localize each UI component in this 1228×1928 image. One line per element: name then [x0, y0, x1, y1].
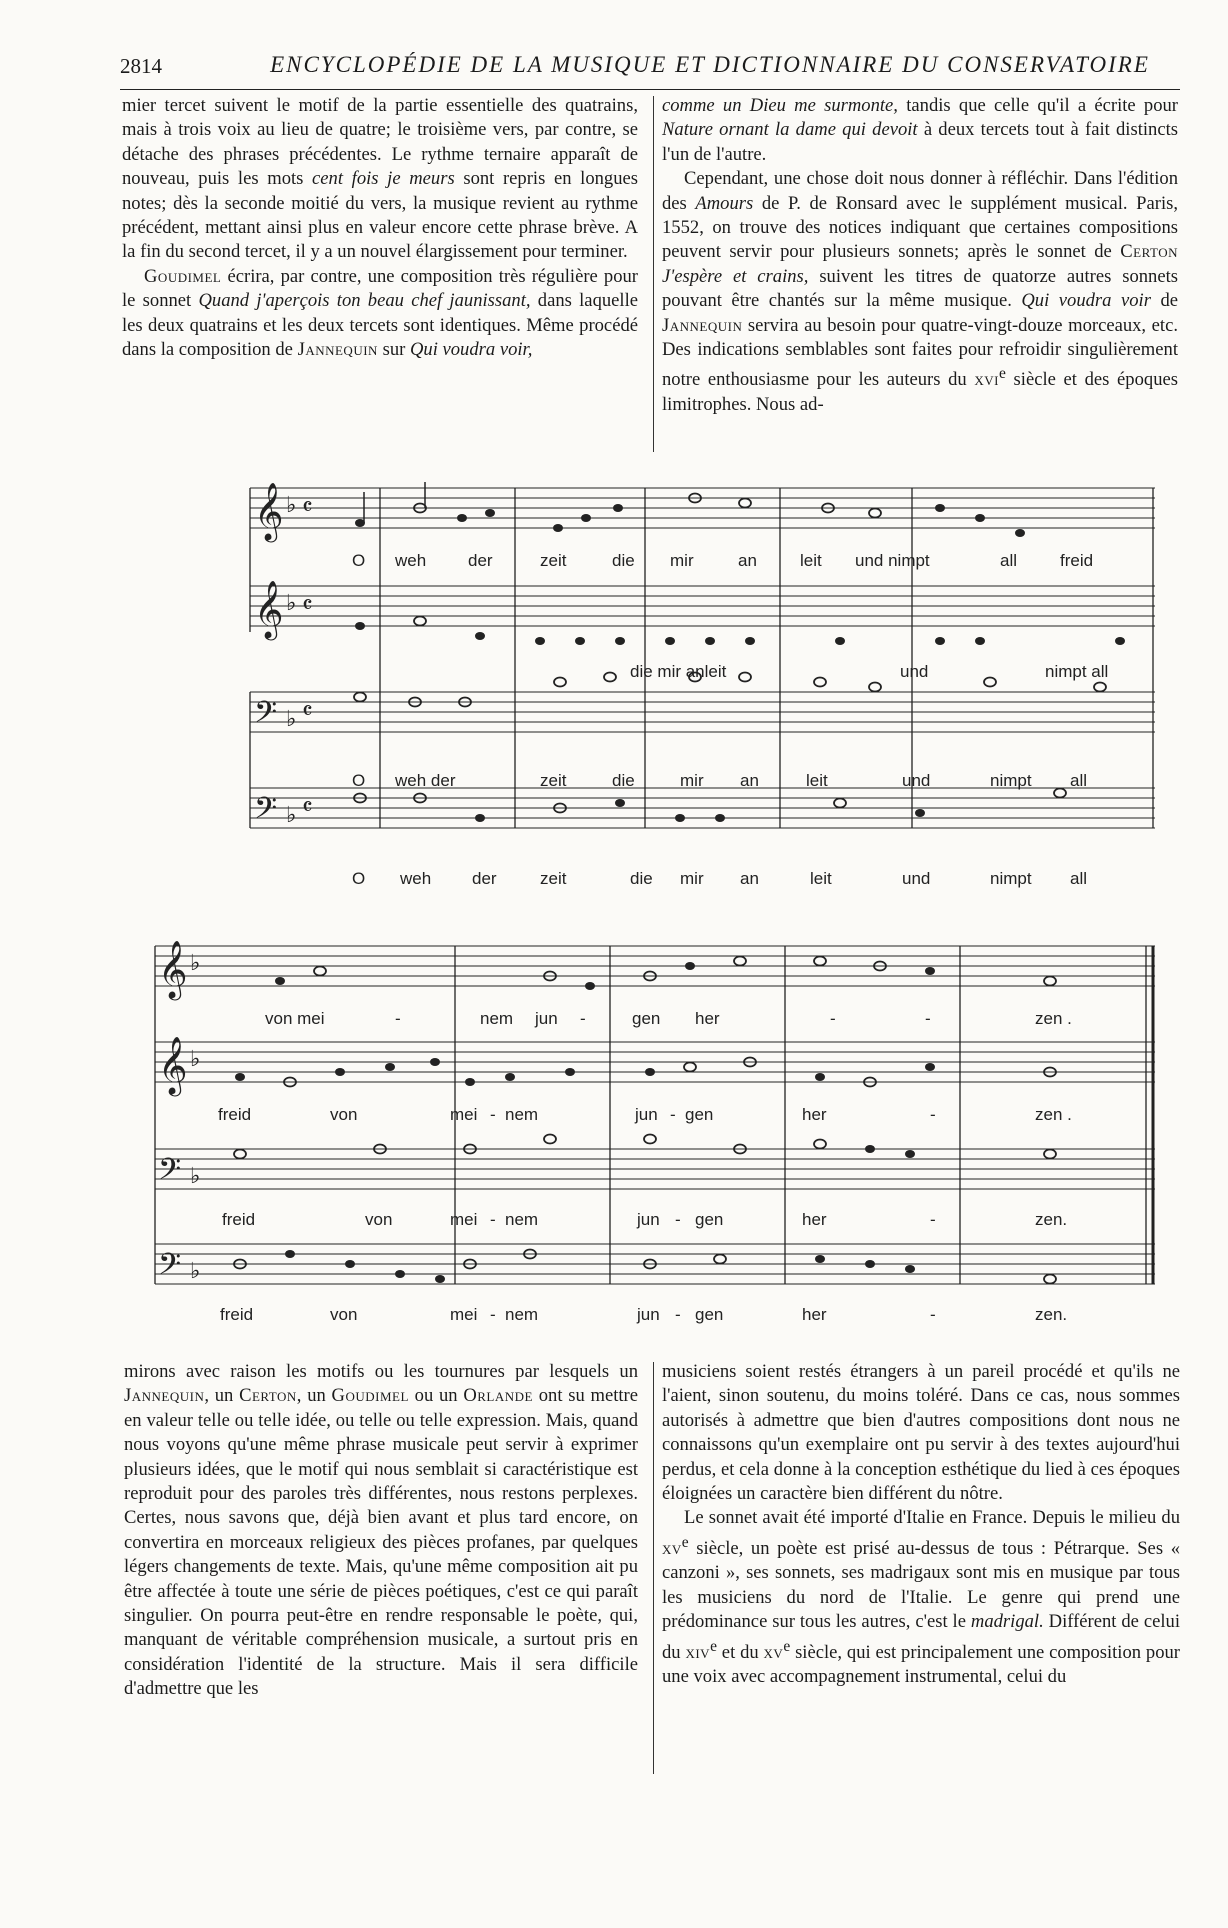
note: [457, 514, 467, 522]
note: [585, 982, 595, 990]
text-run: , un: [296, 1385, 332, 1407]
composer-name: Jannequin: [124, 1385, 205, 1407]
paragraph: [662, 167, 1178, 417]
lyric: zen.: [1035, 1305, 1068, 1324]
lyric: mei: [450, 1105, 478, 1124]
note: [1015, 529, 1025, 537]
text-run: cent fois je meurs: [312, 168, 455, 190]
lyrics-row-2: [630, 662, 1108, 681]
note: [675, 814, 685, 822]
lyric: von: [365, 1210, 393, 1229]
lyric: nimpt: [990, 869, 1032, 888]
text-run: tandis que celle qu'il a écrite pour: [897, 95, 1178, 116]
lyric: -: [395, 1009, 401, 1028]
composer-name: Goudimel: [144, 265, 222, 287]
lyric: und: [900, 662, 929, 681]
flat-icon: ♭: [190, 1259, 201, 1284]
note: [345, 1260, 355, 1268]
lyric: gen: [632, 1009, 661, 1028]
lyric: zen .: [1035, 1105, 1072, 1124]
note: [715, 814, 725, 822]
column-divider: [653, 96, 654, 452]
bottom-left-column: [124, 1360, 638, 1702]
note: [734, 957, 746, 966]
note: [865, 1145, 875, 1153]
composer-name: Jannequin: [297, 339, 378, 361]
lyric: nem: [505, 1305, 539, 1324]
lyric: gen: [685, 1105, 714, 1124]
treble-clef-icon: 𝄞: [254, 482, 284, 540]
lyric: freid: [1060, 551, 1094, 570]
note: [435, 1275, 445, 1283]
lyric: zeit: [540, 551, 567, 570]
text-run: mirons avec raison les motifs ou les tournures par lesquels un: [124, 1361, 638, 1382]
note: [865, 1260, 875, 1268]
note: [925, 967, 935, 975]
note: [275, 977, 285, 985]
superscript: e: [681, 1533, 689, 1551]
bass-clef-icon: 𝄢: [158, 1153, 182, 1194]
text-run: Le sonnet avait été importé d'Italie en France. Depuis le milieu du: [684, 1507, 1180, 1529]
note: [835, 637, 845, 645]
score-1-svg: [240, 482, 1160, 892]
composer-name: Certon: [239, 1385, 297, 1407]
lyrics-row-1: [352, 551, 1093, 570]
lyric: -: [490, 1105, 496, 1124]
text-run: siècle, qui est principalement une composition pour une voix avec accompagnement instrumental, celui du: [662, 1641, 1180, 1688]
score-system-1: [240, 482, 1160, 892]
text-run: Cependant, une chose doit nous donner à réfléchir. Dans l'édition des: [662, 168, 1178, 214]
superscript: e: [999, 365, 1006, 383]
lyric: an: [740, 771, 759, 790]
lyric: weh: [395, 551, 427, 570]
treble-clef-icon: 𝄞: [158, 1036, 188, 1094]
top-left-column: [122, 94, 638, 362]
bass-clef-icon: 𝄢: [158, 1248, 182, 1289]
flat-icon: ♭: [286, 591, 297, 616]
lyric: all: [1070, 771, 1088, 790]
note: [234, 1150, 246, 1159]
note: [615, 637, 625, 645]
lyric: -: [925, 1009, 931, 1028]
note: [815, 1255, 825, 1263]
composer-name: Jannequin: [662, 314, 743, 336]
lyric: zen.: [1035, 1210, 1068, 1229]
note: [285, 1250, 295, 1258]
text-run: xiv: [685, 1641, 711, 1663]
note: [465, 1078, 475, 1086]
score-2-svg: [150, 934, 1160, 1339]
text-run: ont su mettre en valeur telle ou telle idée, ou telle ou telle expression. Mais, quand nous voyons qu'une même phrase musicale peut servir à exprimer plusieurs idées, que le motif qui nous semblait si caractéristique est reproduit pour des paroles très différentes, nous restons perplexes. Certes, nous savons que, déjà bien avant et plus tard encore, on convertira en morceaux religieux des pièces profanes, par quelques légers changements de texte. Mais, qu'une même composition ait pu être affectée à toute une série de pièces poétiques, c'est ce qui paraît singulier. On pourra peut-être en rendre responsable le poète, qui, manquant de véritable compréhension musicale, a surtout pris en considération l'identité de la structure. Mais il sera difficile d'admettre que les: [124, 1385, 638, 1700]
lyric: und: [902, 771, 931, 790]
lyric: mei: [450, 1210, 478, 1229]
score-system-2: [150, 934, 1160, 1339]
paragraph: [662, 1360, 1180, 1506]
lyrics-row-3: [352, 771, 1087, 790]
staff-1: [250, 488, 1155, 528]
text-run: xvi: [974, 369, 999, 391]
common-time-icon: 𝄴: [302, 591, 313, 619]
text-run: xv: [662, 1538, 682, 1560]
text-run: dans laquelle les deux quatrains et les deux tercets sont identiques. Même procédé dans la composition de: [122, 290, 638, 361]
lyrics-row-2: [218, 1105, 1072, 1124]
flat-icon: ♭: [286, 803, 297, 828]
text-run: écrira, par contre, une composition très régulière pour le sonnet: [122, 265, 638, 312]
note: [1094, 683, 1106, 692]
note: [395, 1270, 405, 1278]
note: [613, 504, 623, 512]
text-run: Amours: [695, 192, 754, 214]
lyric: und nimpt: [855, 551, 930, 570]
paragraph: [122, 265, 638, 363]
lyric: weh der: [395, 771, 456, 790]
bass-clef-icon: 𝄢: [254, 792, 278, 833]
lyric: leit: [800, 551, 822, 570]
lyric: weh: [400, 869, 432, 888]
note: [705, 637, 715, 645]
lyric: freid: [222, 1210, 256, 1229]
composer-name: Certon: [1120, 241, 1178, 263]
text-run: servira au besoin pour quatre-vingt-douze morceaux, etc. Des indications semblables sont faites pour refroidir singulièrement notre enthousiasme pour les auteurs du: [662, 314, 1178, 391]
paragraph: [124, 1360, 638, 1702]
note: [335, 1068, 345, 1076]
note: [815, 1073, 825, 1081]
lyric: -: [675, 1305, 681, 1324]
lyric: -: [930, 1105, 936, 1124]
note: [935, 504, 945, 512]
staff-4: [250, 788, 1155, 828]
flat-icon: ♭: [190, 1047, 201, 1072]
note: [1044, 1275, 1056, 1284]
running-title: ENCYCLOPÉDIE DE LA MUSIQUE ET DICTIONNAIRE DU CONSERVATOIRE: [270, 52, 1150, 77]
note: [581, 514, 591, 522]
text-run: de P. de Ronsard avec le supplément musical. Paris, 1552, on trouve des notices indiquant que certaines compositions peuvent servir pour plusieurs sonnets; après le sonnet de: [662, 192, 1178, 263]
superscript: e: [783, 1637, 791, 1655]
superscript: e: [710, 1637, 717, 1655]
lyric: der: [472, 869, 497, 888]
note: [739, 499, 751, 508]
lyric: jun: [535, 1009, 558, 1028]
staff-3: [250, 692, 1155, 732]
note: [1044, 1150, 1056, 1159]
note: [745, 637, 755, 645]
lyric: -: [580, 1009, 586, 1028]
flat-icon: ♭: [286, 707, 297, 732]
note: [565, 1068, 575, 1076]
lyrics-row-4: [352, 869, 1087, 888]
note: [615, 799, 625, 807]
staff-3: [155, 1149, 1155, 1189]
lyric: -: [670, 1105, 676, 1124]
lyric: her: [802, 1105, 827, 1124]
note: [925, 1063, 935, 1071]
note: [814, 957, 826, 966]
lyric: gen: [695, 1210, 724, 1229]
header-rule: [120, 89, 1180, 90]
lyric: zeit: [540, 869, 567, 888]
lyric: nimpt all: [1045, 662, 1109, 681]
note: [314, 967, 326, 976]
lyric: der: [468, 551, 493, 570]
lyric: freid: [220, 1305, 254, 1324]
lyric: jun: [635, 1105, 658, 1124]
text-run: siècle, un poète est prisé au-dessus de tous : Pétrarque. Ses « canzoni », ses sonnets, ses madrigaux sont mis en musique par tous les musiciens du nord de l'Italie. Le genre qui prend une prédominance sur tous les autres, c'est le: [662, 1538, 1180, 1633]
composer-name: Orlande: [463, 1385, 533, 1407]
lyric: jun: [637, 1305, 660, 1324]
lyric: -: [490, 1305, 496, 1324]
staff-2: [155, 1042, 1155, 1082]
lyric: -: [675, 1210, 681, 1229]
lyrics-row-1: [265, 1009, 1072, 1028]
text-run: xv: [763, 1641, 784, 1663]
text-run: , un: [204, 1385, 240, 1407]
lyric: von: [330, 1305, 358, 1324]
column-divider: [653, 1362, 654, 1774]
note: [869, 509, 881, 518]
lyrics-row-4: [220, 1305, 1067, 1324]
lyric: von mei: [265, 1009, 325, 1028]
note: [685, 962, 695, 970]
lyric: her: [802, 1210, 827, 1229]
lyric: zeit: [540, 771, 567, 790]
text-run: Nature ornant la dame qui devoit: [662, 119, 918, 141]
bottom-right-column: [662, 1360, 1180, 1690]
staff-4: [155, 1244, 1155, 1284]
note: [354, 693, 366, 702]
top-right-column: [662, 94, 1178, 417]
lyric: von: [330, 1105, 358, 1124]
text-run: mier tercet suivent le motif de la partie essentielle des quatrains, mais à trois voix au lieu de quatre; le troisième vers, par contre, se détache des phrases précédentes. Le rythme ternaire apparaît de nouveau, puis les mots: [122, 95, 638, 190]
note: [505, 1073, 515, 1081]
text-run: madrigal.: [970, 1611, 1044, 1633]
lyric: leit: [806, 771, 828, 790]
text-run: sont repris en longues notes; dès la seconde moitié du vers, la musique revient au rythme précédent, mettant ainsi plus en valeur encore cette phrase brève. A la fin du second tercet, il y a un nouvel élargissement pour terminer.: [122, 168, 638, 263]
text-run: ou un: [408, 1385, 464, 1407]
note: [235, 1073, 245, 1081]
note: [665, 637, 675, 645]
lyric: mir: [680, 869, 704, 888]
composer-name: Goudimel: [331, 1385, 409, 1407]
note: [575, 637, 585, 645]
lyric: nem: [505, 1210, 539, 1229]
note: [385, 1063, 395, 1071]
note: [485, 509, 495, 517]
text-run: suivent les titres de quatorze autres sonnets pouvant être chantés sur la même musique.: [662, 265, 1178, 312]
note: [814, 678, 826, 687]
paragraph: [662, 94, 1178, 167]
lyric: -: [930, 1305, 936, 1324]
lyric: mei: [450, 1305, 478, 1324]
treble-clef-icon: 𝄞: [254, 580, 284, 638]
note: [355, 622, 365, 630]
lyric: mir: [680, 771, 704, 790]
lyric: O: [352, 551, 366, 570]
note: [544, 1135, 556, 1144]
lyric: -: [930, 1210, 936, 1229]
note: [905, 1150, 915, 1158]
paragraph: [662, 1506, 1180, 1689]
note: [645, 1068, 655, 1076]
note: [535, 637, 545, 645]
lyric: jun: [637, 1210, 660, 1229]
lyric: nimpt: [990, 771, 1032, 790]
lyric: freid: [218, 1105, 252, 1124]
text-run: à deux tercets tout à fait distincts l'un de l'autre.: [662, 119, 1178, 165]
text-run: musiciens soient restés étrangers à un pareil procédé et qu'ils ne l'aient, sinon soutenu, du moins toléré. Dans ce cas, nous sommes autorisés à admettre que bien d'autres compositions dont nous ne connaissons qu'un exemplaire ont pu servir à des textes aujourd'hui perdus, et cela donne à la conception esthétique du lied à ces époques éloignées un caractère bien différent du nôtre.: [662, 1361, 1180, 1505]
flat-icon: ♭: [190, 951, 201, 976]
note: [915, 809, 925, 817]
clefs: [158, 940, 200, 1289]
note: [935, 637, 945, 645]
common-time-icon: 𝄴: [302, 697, 313, 725]
text-run: Qui voudra voir: [1021, 290, 1151, 312]
lyric: O: [352, 771, 366, 790]
lyric: leit: [810, 869, 832, 888]
note: [975, 637, 985, 645]
text-run: et du: [716, 1641, 764, 1663]
note: [905, 1265, 915, 1273]
staff-1: [155, 946, 1155, 986]
lyric: mir: [670, 551, 694, 570]
lyric: die mir anleit: [630, 662, 727, 681]
bass-clef-icon: 𝄢: [254, 696, 278, 737]
lyric: die: [630, 869, 653, 888]
lyric: her: [695, 1009, 720, 1028]
common-time-icon: 𝄴: [302, 793, 313, 821]
lyric: her: [802, 1305, 827, 1324]
lyric: zen .: [1035, 1009, 1072, 1028]
lyric: all: [1000, 551, 1018, 570]
lyric: gen: [695, 1305, 724, 1324]
note: [430, 1058, 440, 1066]
flat-icon: ♭: [286, 493, 297, 518]
lyric: an: [740, 869, 759, 888]
note: [414, 617, 426, 626]
staff-2: [250, 586, 1155, 626]
flat-icon: ♭: [190, 1164, 201, 1189]
text-run: comme un Dieu me surmonte,: [662, 95, 898, 116]
paragraph: [122, 94, 638, 265]
lyric: die: [612, 551, 635, 570]
clefs: [254, 482, 313, 833]
lyric: nem: [505, 1105, 539, 1124]
lyric: all: [1070, 869, 1088, 888]
lyrics-row-3: [222, 1210, 1067, 1229]
note: [1115, 637, 1125, 645]
note: [739, 673, 751, 682]
lyric: -: [490, 1210, 496, 1229]
note: [984, 678, 996, 687]
text-run: Quand j'aperçois ton beau chef jaunissant,: [198, 290, 531, 312]
lyric: nem: [480, 1009, 514, 1028]
lyric: und: [902, 869, 931, 888]
lyric: O: [352, 869, 366, 888]
note: [604, 673, 616, 682]
lyric: die: [612, 771, 635, 790]
text-run: J'espère et crains,: [662, 265, 809, 287]
common-time-icon: 𝄴: [302, 493, 313, 521]
page-number: 2814: [120, 54, 162, 78]
note: [644, 1135, 656, 1144]
note: [814, 1140, 826, 1149]
lyric: an: [738, 551, 757, 570]
note: [475, 632, 485, 640]
note: [714, 1255, 726, 1264]
treble-clef-icon: 𝄞: [158, 940, 188, 998]
running-header: [120, 50, 1180, 90]
note: [475, 814, 485, 822]
note: [1044, 977, 1056, 986]
lyric: -: [830, 1009, 836, 1028]
text-run: sur: [377, 339, 410, 361]
text-run: Différent de celui du: [662, 1611, 1180, 1663]
note: [869, 683, 881, 692]
note: [553, 524, 563, 532]
note: [975, 514, 985, 522]
note: [834, 799, 846, 808]
note: [554, 678, 566, 687]
text-run: de: [1150, 290, 1179, 312]
text-run: siècle et des époques limitrophes. Nous ad-: [662, 369, 1178, 416]
note: [684, 1063, 696, 1072]
note: [1054, 789, 1066, 798]
text-run: Qui voudra voir,: [409, 339, 533, 361]
